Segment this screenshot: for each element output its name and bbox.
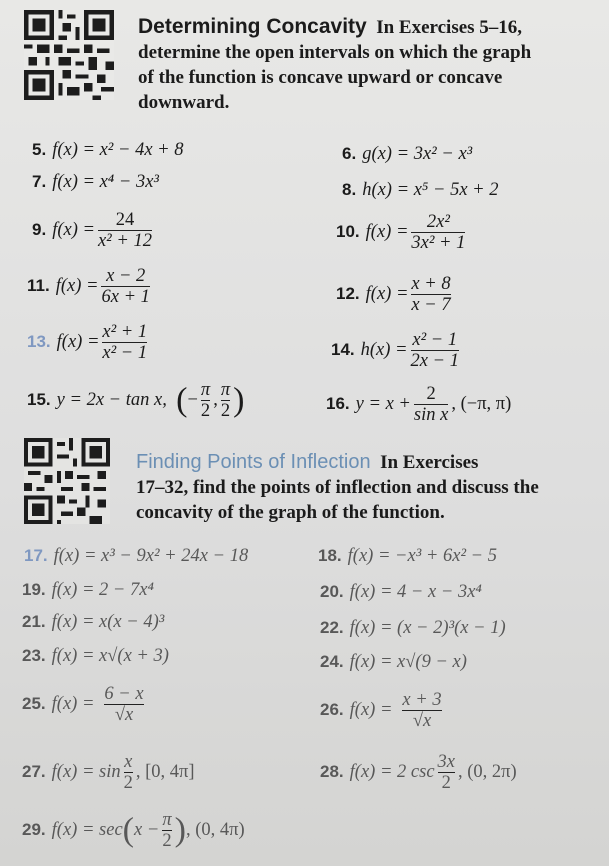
exercise-29: 29. f(x) = sec(x − $\frac{\pi}{2}$ ), (0, 4π) [22, 810, 245, 851]
exercise-26: 26. f(x) = $\frac{x + 3}{√x}$ [320, 690, 442, 731]
exercise-13: 13. f(x) = $\frac{\text{x² + 1}}{\text{x² − 1}}$ [27, 322, 148, 363]
instructions-line: downward. [138, 92, 230, 113]
fraction: $\frac{2}{\text{sin x}}$ [413, 384, 449, 425]
exercise-5: 5. f(x) = x² − 4x + 8 [32, 140, 184, 160]
exercise-16: 16. y = x + $\frac{2}{\text{sin x}}$ , (−π, π) [326, 384, 512, 425]
fraction: $\frac{x + 3}{√x}$ [402, 690, 442, 731]
exercise-21: 21. f(x) = x(x − 4)³ [22, 612, 165, 632]
fraction: $\frac{\pi}{2}$ [162, 810, 172, 851]
fraction: $\frac{6 - x}{√x}$ [104, 684, 144, 725]
exercise-11: 11. f(x) = $\frac{x - 2}{6x + 1}$ [27, 266, 150, 307]
exercise-25: 25. f(x) = $\frac{6 - x}{√x}$ [22, 684, 144, 725]
exercise-12: 12. f(x) = $\frac{x + 8}{x - 7}$ [336, 274, 451, 315]
qr-code-icon [24, 438, 110, 524]
exercise-18: 18. f(x) = −x³ + 6x² − 5 [318, 546, 498, 566]
fraction: $\frac{3x}{2}$ [437, 752, 456, 793]
section-heading [138, 14, 531, 115]
exercise-17: 17. f(x) = x³ − 9x² + 24x − 18 [24, 546, 249, 566]
exercise-9: 9. f(x) = $\frac{24}{\text{x² + 12}}$ [32, 210, 152, 251]
exercise-24: 24. f(x) = x√(9 − x) [320, 652, 467, 672]
instructions-line: 17–32, find the points of inflection and discuss the [136, 477, 539, 498]
fraction: $\frac{x - 2}{6x + 1}$ [101, 266, 150, 307]
instructions-line: of the function is concave upward or concave [138, 67, 503, 88]
instructions-line: concavity of the graph of the function. [136, 502, 445, 523]
fraction: $\frac{\pi}{2}$ [200, 380, 211, 421]
exercise-28: 28. f(x) = 2 csc $\frac{3x}{2}$ , (0, 2π) [320, 752, 517, 793]
exercise-8: 8. h(x) = x⁵ − 5x + 2 [342, 180, 499, 200]
instructions-line: In Exercises 5–16, [376, 17, 523, 38]
fraction: $\frac{24}{\text{x² + 12}}$ [97, 210, 152, 251]
fraction: $\frac{\pi}{2}$ [220, 380, 231, 421]
qr-code-icon [24, 10, 114, 100]
exercise-14: 14. h(x) = $\frac{\text{x² − 1}}{2x - 1}$ [331, 330, 459, 371]
fraction: $\frac{x + 8}{x - 7}$ [411, 274, 451, 315]
exercise-23: 23. f(x) = x√(x + 3) [22, 646, 169, 666]
instructions-line: In Exercises [380, 452, 479, 473]
exercise-19: 19. f(x) = 2 − 7x⁴ [22, 580, 154, 600]
exercise-6: 6. g(x) = 3x² − x³ [342, 144, 473, 164]
section-title: Finding Points of Inflection [136, 451, 371, 473]
instructions-line: determine the open intervals on which the graph [138, 42, 532, 63]
fraction: $\frac{\text{x² + 1}}{\text{x² − 1}}$ [102, 322, 148, 363]
exercise-7: 7. f(x) = x⁴ − 3x³ [32, 172, 159, 192]
fraction: $\frac{\text{x² − 1}}{2x - 1}$ [410, 330, 459, 371]
section-title: Determining Concavity [138, 15, 367, 38]
section-heading [136, 450, 539, 525]
exercise-27: 27. f(x) = sin $\frac{x}{2}$ , [0, 4π] [22, 752, 195, 793]
exercise-22: 22. f(x) = (x − 2)³(x − 1) [320, 618, 506, 638]
exercise-20: 20. f(x) = 4 − x − 3x⁴ [320, 582, 482, 602]
fraction: $\frac{x}{2}$ [123, 752, 133, 793]
fraction: $\frac{\text{2x²}}{\text{3x² + 1}}$ [411, 212, 466, 253]
exercise-10: 10. f(x) = $\frac{\text{2x²}}{\text{3x² + 1}}$ [336, 212, 466, 253]
exercise-15: 15. y = 2x − tan x, (− $\frac{\pi}{2}$ , $\frac{\pi}{2}$ ) [27, 380, 245, 421]
